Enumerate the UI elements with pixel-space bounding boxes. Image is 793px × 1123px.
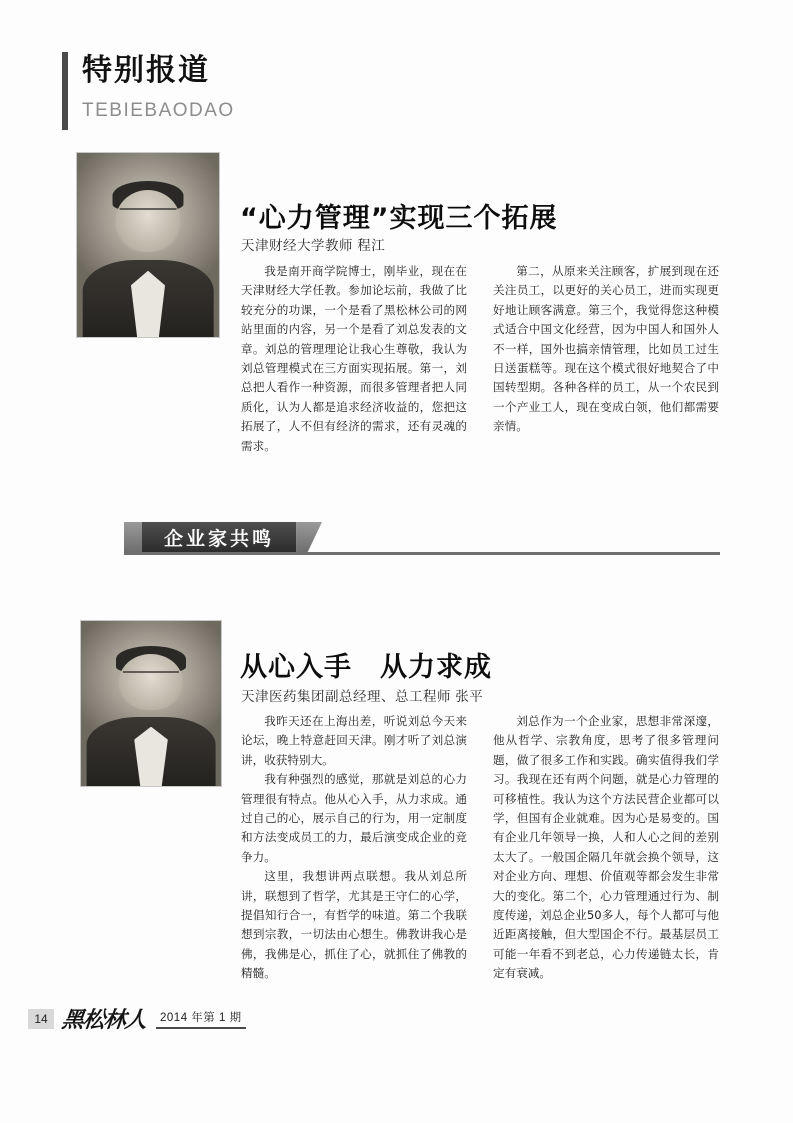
section-title-en: TEBIEBAODAO <box>82 99 235 121</box>
article1-column-2 <box>493 262 719 456</box>
banner-left-cap <box>124 522 142 552</box>
banner-main <box>142 522 296 552</box>
author-photo-cheng-jiang <box>76 152 220 338</box>
section-title-cn: 特别报道 <box>82 53 210 88</box>
banner-label: 企业家共鸣 <box>164 527 275 550</box>
article1-column-1 <box>241 262 467 456</box>
article2-paragraph-3: 这里，我想讲两点联想。我从刘总所讲，联想到了哲学，尤其是王守仁的心学，提倡知行合一，有哲学的味道。第二个我联想到宗教，一切法由心想生。佛教讲我心是佛，我佛是心，抓住了心，就抓住了佛教的精髓。 <box>241 869 467 981</box>
section-accent-bar <box>62 52 68 130</box>
section-titles <box>82 52 235 122</box>
article1-body <box>241 262 719 456</box>
section-banner <box>124 522 322 552</box>
article2-paragraph-4: 刘总作为一个企业家，思想非常深邃，他从哲学、宗教角度，思考了很多管理问题，做了很多工作和实践。确实值得我们学习。我现在还有两个问题，就是心力管理的可移植性。我认为这个方法民营企业都可以学，但国有企业就难。因为心是易变的。国有企业几年领导一换，人和人心之间的差别太大了。一般国企隔几年就会换个领导，这对企业方向、理想、价值观等都会发生非常大的变化。第二个，心力管理通过行为、制度传递，刘总企业50多人，每个人都可与他近距离接触，但大型国企不行。最基层员工可能一年看不到老总，心力传递链太长，肯定有衰减。 <box>493 714 719 981</box>
photo-glasses <box>123 671 179 685</box>
article2-byline: 天津医药集团副总经理、总工程师 张平 <box>241 689 484 704</box>
article2-body <box>241 712 719 984</box>
article1-paragraph-1: 我是南开商学院博士，刚毕业，现在在天津财经大学任教。参加论坛前，我做了比较充分的功课，一个是看了黑松林公司的网站里面的内容，另一个是看了刘总发表的文章。刘总的管理理论让我心生尊敬，我认为刘总管理模式在三方面实现拓展。第一，刘总把人看作一种资源，而很多管理者把人同质化，认为人都是追求经济收益的，您把这拓展了，人不但有经济的需求，还有灵魂的需求。 <box>241 264 467 453</box>
article2-column-2 <box>493 712 719 984</box>
article2-title: 从心入手 从力求成 <box>240 652 492 683</box>
banner-rule <box>124 552 720 555</box>
issue-label: 2014 年第 1 期 <box>156 1009 246 1029</box>
author-photo-zhang-ping <box>80 620 222 787</box>
article1-title: “心力管理”实现三个拓展 <box>240 203 558 234</box>
article1-byline: 天津财经大学教师 程江 <box>241 238 386 253</box>
article2-paragraph-2: 我有种强烈的感觉，那就是刘总的心力管理很有特点。他从心入手，从力求成。通过自己的心，展示自己的行为，用一定制度和方法变成员工的力，最后演变成企业的竞争力。 <box>241 772 467 864</box>
article1-paragraph-2: 第二，从原来关注顾客，扩展到现在还关注员工，以更好的关心员工，进而实现更好地让顾客满意。第三个，我觉得您这种模式适合中国文化经营，因为中国人和国外人不一样，国外也搞亲情管理，比如员工过生日送蛋糕等。现在这个模式很好地契合了中国转型期。各种各样的员工，从一个农民到一个产业工人，现在变成白领，他们都需要亲情。 <box>493 264 719 434</box>
magazine-logo: 黑松林人 <box>60 1007 148 1033</box>
section-header <box>62 52 235 130</box>
article2-paragraph-1: 我昨天还在上海出差，听说刘总今天来论坛，晚上特意赶回天津。刚才听了刘总演讲，收获特别大。 <box>241 714 467 767</box>
article2-column-1 <box>241 712 467 984</box>
photo-glasses <box>120 208 177 223</box>
page-number: 14 <box>28 1009 54 1029</box>
page-footer <box>28 1003 246 1034</box>
photo-background <box>81 621 221 786</box>
banner-arrow <box>296 522 322 552</box>
photo-background <box>77 153 219 337</box>
